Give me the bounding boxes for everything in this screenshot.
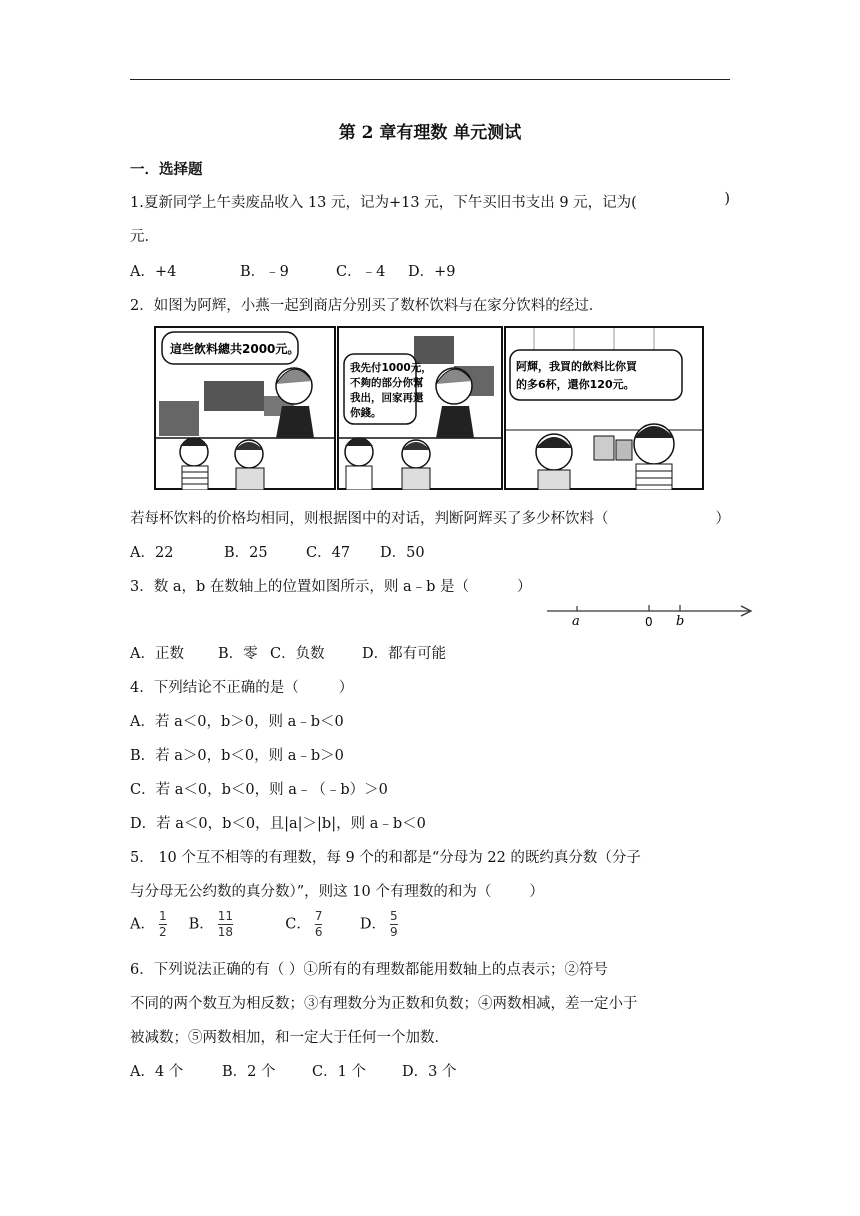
- fraction-denominator: 9: [389, 925, 398, 939]
- q2-option-d: D．50: [380, 545, 425, 561]
- q5-option-d-fraction: [390, 910, 398, 939]
- q2-options: [130, 541, 425, 562]
- q6-stem-line1: 6．下列说法正确的有（ ）①所有的有理数都能用数轴上的点表示；②符号: [130, 962, 608, 978]
- q6-option-d: D．3 个: [402, 1064, 457, 1080]
- q3-option-b: B．零: [218, 646, 258, 662]
- q2-bubble2-line1: 我先付1000元，: [350, 362, 432, 374]
- q6-stem-line3: 被减数；⑤两数相加，和一定大于任何一个加数．: [130, 1030, 449, 1046]
- q3-number-line: [545, 598, 755, 634]
- q3-stem-text: 3．数 a，b 在数轴上的位置如图所示，则 a﹣b 是（: [130, 579, 470, 595]
- q2-bubble1: 這些飲料總共2000元。: [170, 342, 300, 356]
- q5-stem2-close: ）: [529, 884, 544, 900]
- q5-option-c: [285, 910, 355, 939]
- q5-option-a-label: A．: [130, 916, 155, 933]
- q2-option-c: C．47: [306, 545, 351, 561]
- q5-option-a: [130, 910, 184, 939]
- q5-stem2-text: 与分母无公约数的真分数）”，则这 10 个有理数的和为（: [130, 884, 492, 900]
- q1-stem-line1: 1.夏新同学上午卖废品收入 13 元，记为+13 元，下午买旧书支出 9 元，记为(: [130, 195, 637, 211]
- q2-bubble3-line2: 的多6杯，還你120元。: [516, 378, 635, 391]
- q5-option-d-label: D．: [359, 916, 386, 933]
- q5-stem-line2: [130, 880, 544, 901]
- fraction-numerator: 1: [158, 909, 167, 923]
- q4-option-d: D．若 a＜0，b＜0，且|a|＞|b|，则 a﹣b＜0: [130, 816, 426, 832]
- q4-option-b: B．若 a＞0，b＜0，则 a﹣b＞0: [130, 748, 344, 764]
- q5-option-b-label: B．: [188, 916, 214, 933]
- q5-stem-line1: 5． 10 个互不相等的有理数，每 9 个的和都是“分母为 22 的既约真分数（分子: [130, 850, 641, 866]
- q5-option-b: [189, 910, 281, 939]
- q3-option-d: D．都有可能: [362, 646, 447, 662]
- fraction-numerator: 5: [389, 909, 398, 923]
- section-heading: 一．选择题: [130, 161, 203, 178]
- q1-option-b: B．﹣9: [240, 264, 289, 280]
- q5-option-c-fraction: [315, 910, 323, 939]
- q3-axis-label-b: b: [676, 614, 685, 629]
- q3-options: [130, 642, 446, 663]
- q2-stem2: 若每杯饮料的价格均相同，则根据图中的对话，判断阿辉买了多少杯饮料（: [130, 511, 609, 527]
- q1-option-a: A．+4: [130, 264, 177, 280]
- q2-bubble2-line3: 我出，回家再還: [350, 392, 424, 404]
- q2-option-b: B．25: [224, 545, 268, 561]
- q3-axis-label-a: a: [572, 614, 580, 629]
- q5-option-d: [360, 910, 398, 939]
- fraction-denominator: 6: [314, 925, 323, 939]
- q1-options: [130, 260, 456, 281]
- q5-option-a-fraction: [159, 910, 167, 939]
- page-title: 第 2 章有理数 单元测试: [338, 123, 522, 143]
- q3-stem: [130, 575, 532, 596]
- q1-stem-line2: 元．: [130, 229, 159, 245]
- q6-option-c: C．1 个: [312, 1064, 366, 1080]
- q2-bubble3-line1: 阿輝，我買的飲料比你買: [516, 360, 637, 373]
- q1-option-d: D．+9: [408, 264, 456, 280]
- q3-option-a: A．正数: [130, 646, 184, 662]
- q6-option-b: B．2 个: [222, 1064, 276, 1080]
- q3-stem-close: ）: [517, 579, 532, 595]
- q2-option-a: A．22: [130, 545, 174, 561]
- q3-option-c: C．负数: [270, 646, 325, 662]
- q2-comic-strip: [154, 326, 704, 490]
- q3-axis-label-zero: 0: [645, 615, 653, 629]
- fraction-numerator: 11: [217, 909, 234, 923]
- q1-option-c: C．﹣4: [336, 264, 386, 280]
- q2-bubble2-line2: 不夠的部分你幫: [350, 377, 424, 389]
- fraction-numerator: 7: [314, 909, 323, 923]
- q4-stem-close: ）: [338, 680, 354, 696]
- q6-stem-line2: 不同的两个数互为相反数；③有理数分为正数和负数；④两数相减，差一定小于: [130, 996, 638, 1012]
- q5-option-b-fraction: [218, 910, 233, 939]
- q5-option-c-label: C．: [285, 916, 311, 933]
- q6-options: [130, 1060, 456, 1081]
- q4-option-a: A．若 a＜0，b＞0，则 a﹣b＜0: [130, 714, 344, 730]
- q2-stem: 2．如图为阿辉，小燕一起到商店分别买了数杯饮料与在家分饮料的经过．: [130, 298, 604, 314]
- q1-stem-close: ): [724, 191, 730, 207]
- q2-bubble2-line4: 你錢。: [350, 407, 382, 419]
- q6-option-a: A．4 个: [130, 1064, 184, 1080]
- header-rule: [130, 79, 730, 80]
- q2-stem2-close: ）: [715, 511, 730, 527]
- q4-stem: [130, 676, 353, 697]
- fraction-denominator: 18: [217, 925, 234, 939]
- q4-stem-text: 4．下列结论不正确的是（: [130, 680, 299, 696]
- q4-option-c: C．若 a＜0，b＜0，则 a﹣（﹣b）＞0: [130, 782, 388, 798]
- q5-options: [130, 910, 398, 939]
- fraction-denominator: 2: [158, 925, 167, 939]
